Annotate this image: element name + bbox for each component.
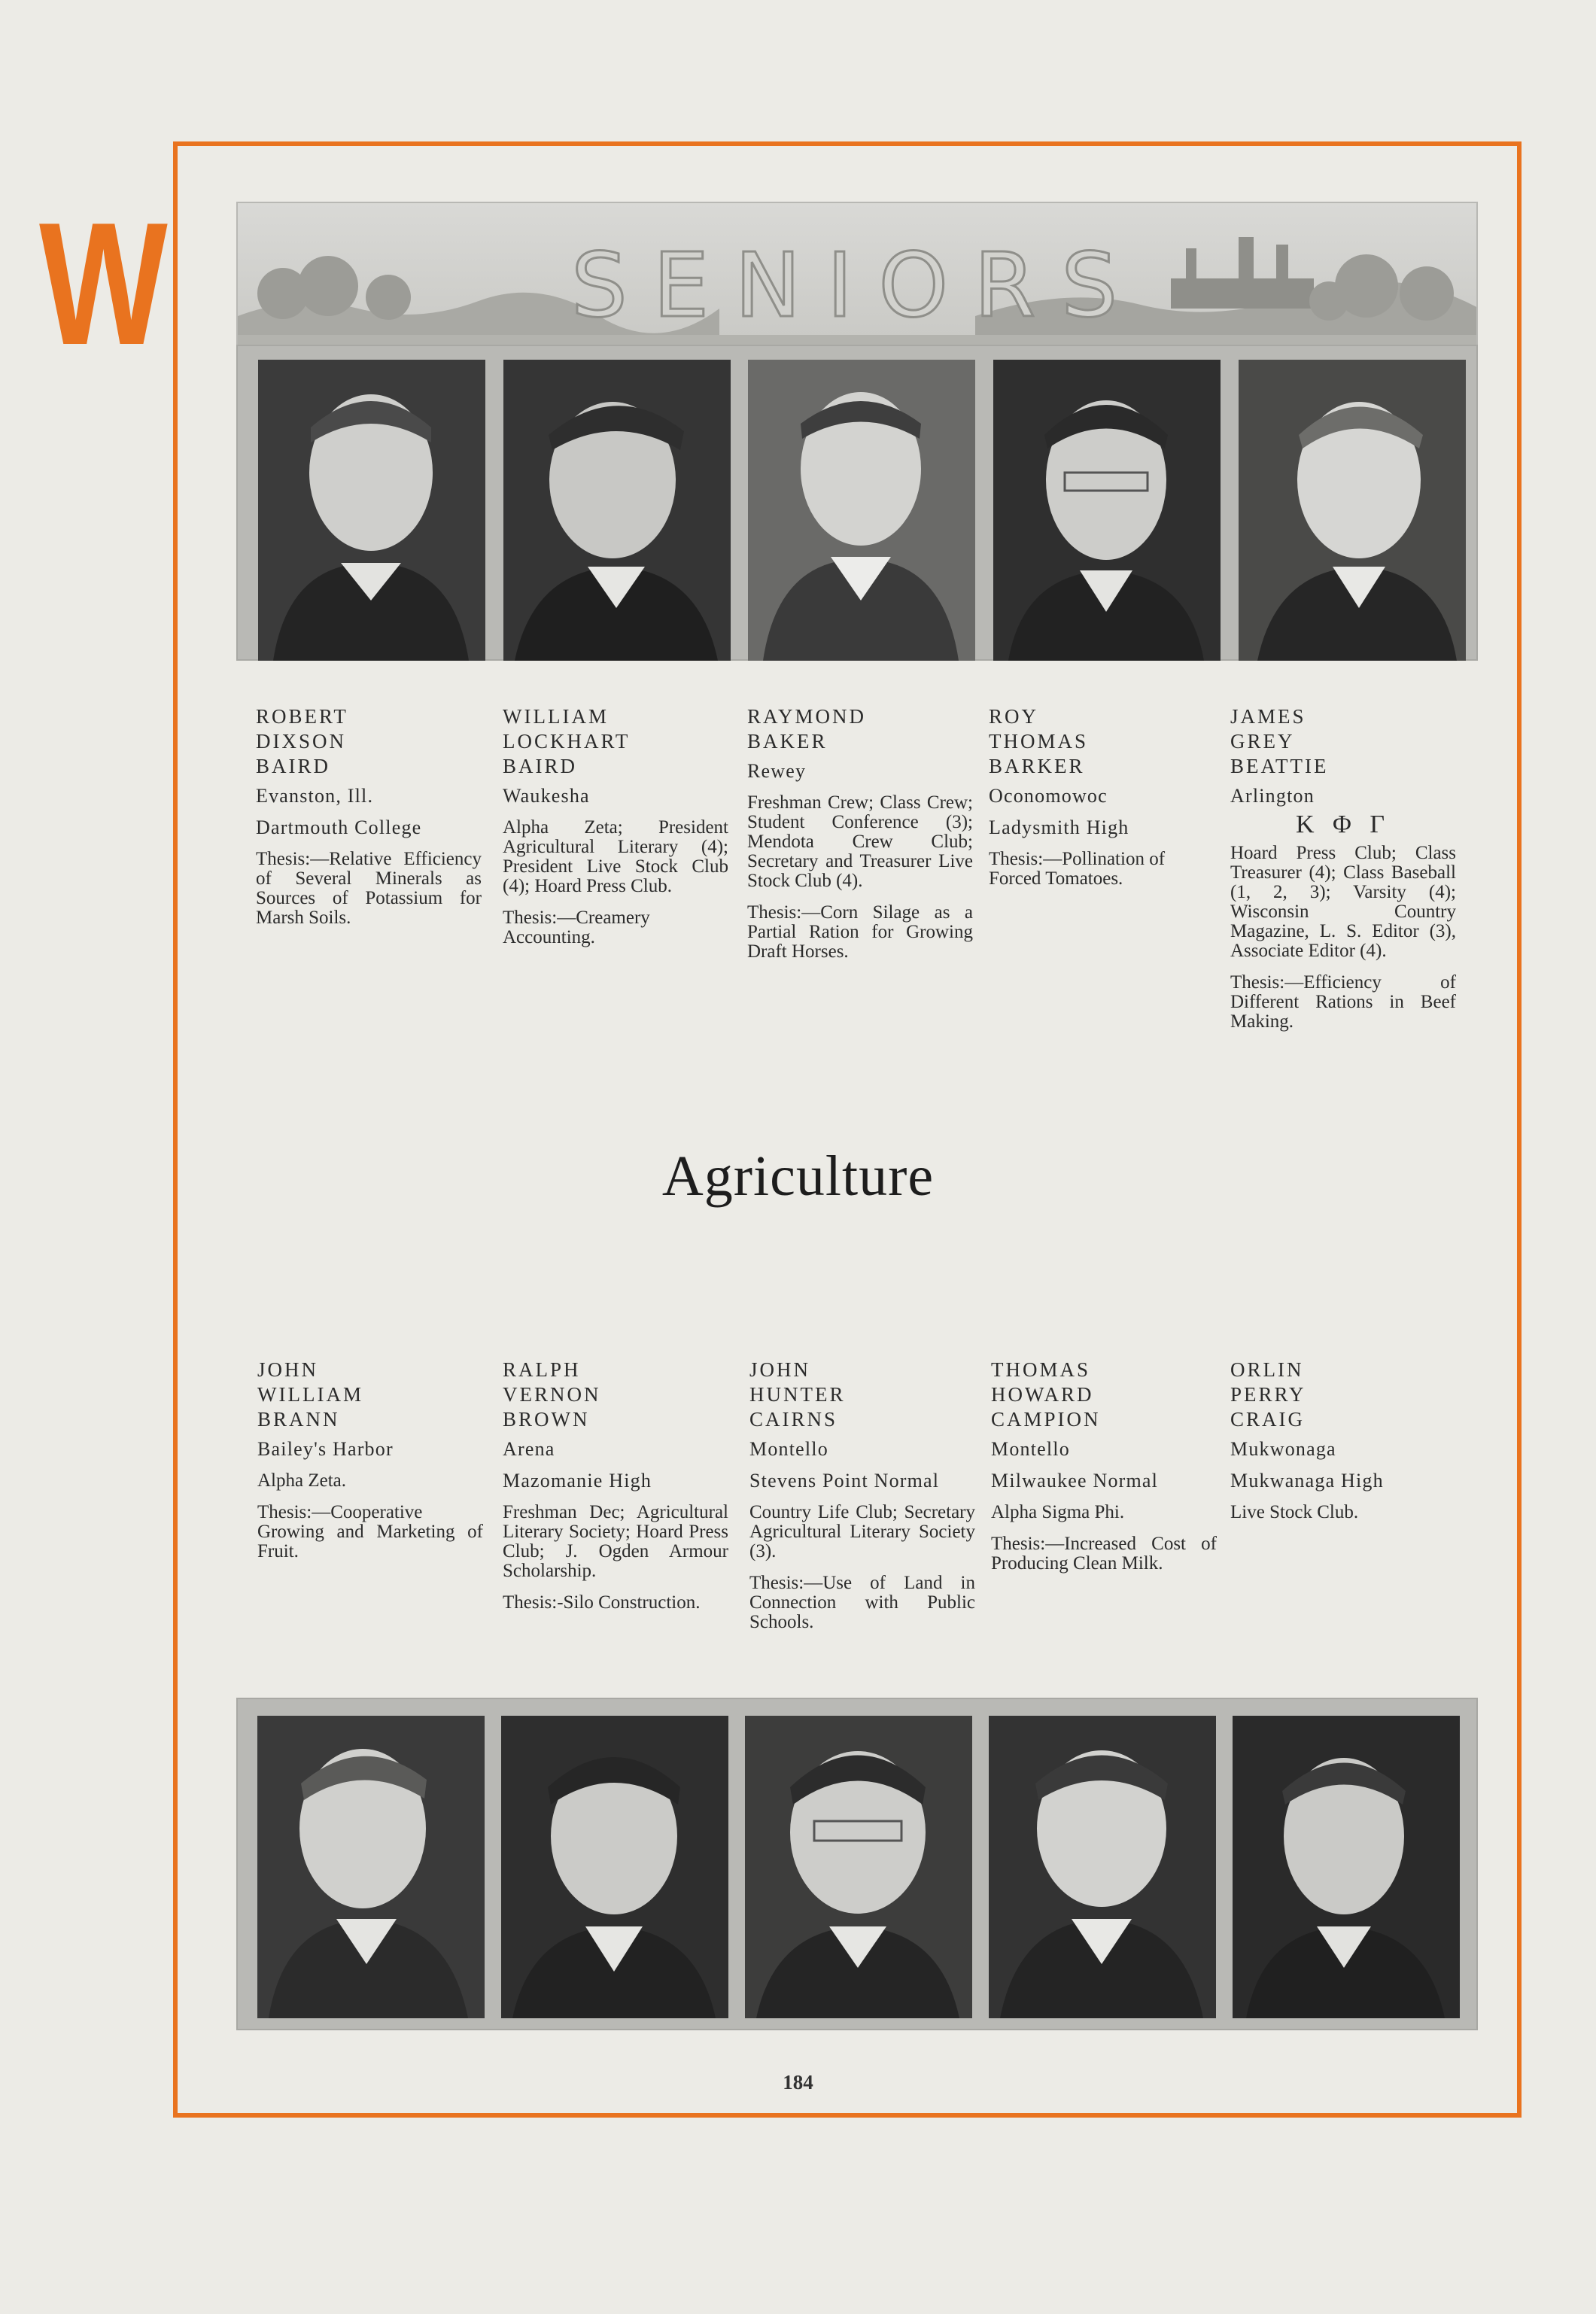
portrait-robert-baird — [258, 360, 485, 661]
prior-school: Mazomanie High — [503, 1470, 652, 1491]
hometown: Evanston, Ill. — [256, 785, 374, 807]
thesis: Thesis:—Creamery Accounting. — [503, 908, 650, 947]
bio-john-cairns — [749, 1358, 975, 1644]
portrait-photo-icon — [748, 360, 975, 661]
portrait-photo-icon — [1233, 1716, 1460, 2018]
thesis: Thesis:—Increased Cost of Producing Clean Milk. — [991, 1534, 1217, 1574]
bio-orlin-craig — [1230, 1358, 1456, 1534]
activities: Alpha Zeta; President Agricultural Literary (4); President Live Stock Club (4); Hoard Press Club. — [503, 817, 728, 896]
portrait-photo-icon — [257, 1716, 485, 2018]
portrait-photo-icon — [501, 1716, 728, 2018]
portrait-roy-barker — [993, 360, 1221, 661]
hometown: Waukesha — [503, 785, 590, 807]
thesis: Thesis:-Silo Construction. — [503, 1592, 701, 1613]
student-name: JOHN HUNTER CAIRNS — [749, 1358, 846, 1431]
seniors-banner — [236, 202, 1478, 348]
student-name: JAMES GREY BEATTIE — [1230, 705, 1329, 777]
wisconsin-w-logo: W — [39, 187, 168, 382]
prior-school: Stevens Point Normal — [749, 1470, 940, 1491]
hometown: Oconomowoc — [989, 785, 1108, 807]
student-name: ROBERT DIXSON BAIRD — [256, 705, 348, 777]
portrait-photo-icon — [745, 1716, 972, 2018]
portrait-raymond-baker — [748, 360, 975, 661]
hometown: Mukwonaga — [1230, 1438, 1336, 1460]
portrait-thomas-campion — [989, 1716, 1216, 2018]
prior-school: Dartmouth College — [256, 816, 422, 838]
bio-thomas-campion — [991, 1358, 1217, 1586]
activities: Freshman Crew; Class Crew; Student Conference (3); Mendota Crew Club; Secretary and Treasurer Live Stock Club (4). — [747, 792, 973, 891]
hometown: Rewey — [747, 760, 807, 782]
thesis: Thesis:—Relative Efficiency of Several Minerals as Sources of Potassium for Marsh Soils. — [256, 849, 482, 928]
portrait-john-cairns — [745, 1716, 972, 2018]
thesis: Thesis:—Cooperative Growing and Marketing of Fruit. — [257, 1502, 483, 1561]
banner-title: SENIORS — [570, 233, 1144, 337]
portrait-ralph-brown — [501, 1716, 728, 2018]
hometown: Montello — [991, 1438, 1070, 1460]
student-name: JOHN WILLIAM BRANN — [257, 1358, 363, 1431]
bio-john-brann — [257, 1358, 483, 1574]
thesis: Thesis:—Pollination of Forced Tomatoes. — [989, 849, 1166, 889]
student-name: WILLIAM LOCKHART BAIRD — [503, 705, 631, 777]
student-name: RALPH VERNON BROWN — [503, 1358, 601, 1431]
activities: Freshman Dec; Agricultural Literary Society; Hoard Press Club; J. Ogden Armour Scholarship. — [503, 1502, 728, 1581]
student-name: THOMAS HOWARD CAMPION — [991, 1358, 1101, 1431]
bio-roy-barker — [989, 704, 1214, 901]
portrait-john-brann — [257, 1716, 485, 2018]
hometown: Montello — [749, 1438, 828, 1460]
section-title: Agriculture — [661, 1145, 935, 1208]
fraternity-letters: Κ Φ Γ — [1295, 810, 1391, 838]
activities: Alpha Sigma Phi. — [991, 1502, 1125, 1522]
top-portrait-strip — [236, 345, 1478, 661]
prior-school: Mukwanaga High — [1230, 1470, 1384, 1491]
activities: Alpha Zeta. — [257, 1470, 347, 1491]
student-name: ORLIN PERRY CRAIG — [1230, 1358, 1306, 1431]
bio-william-baird — [503, 704, 728, 959]
hometown: Arena — [503, 1438, 555, 1460]
thesis: Thesis:—Use of Land in Connection with Public Schools. — [749, 1573, 975, 1632]
page-number: 184 — [783, 2071, 813, 2094]
portrait-orlin-craig — [1233, 1716, 1460, 2018]
prior-school: Ladysmith High — [989, 816, 1129, 838]
portrait-photo-icon — [989, 1716, 1216, 2018]
bio-raymond-baker — [747, 704, 973, 974]
portrait-photo-icon — [503, 360, 731, 661]
bio-robert-baird — [256, 704, 482, 940]
portrait-photo-icon — [993, 360, 1221, 661]
prior-school: Milwaukee Normal — [991, 1470, 1159, 1491]
portrait-james-beattie — [1239, 360, 1466, 661]
portrait-photo-icon — [258, 360, 485, 661]
hometown: Bailey's Harbor — [257, 1438, 394, 1460]
thesis: Thesis:—Efficiency of Different Rations in Beef Making. — [1230, 972, 1456, 1032]
bio-ralph-brown — [503, 1358, 728, 1625]
portrait-william-baird — [503, 360, 731, 661]
student-name: ROY THOMAS BARKER — [989, 705, 1089, 777]
activities: Live Stock Club. — [1230, 1502, 1359, 1522]
activities: Hoard Press Club; Class Treasurer (4); Class Baseball (1, 2, 3); Varsity (4); Wisconsin Country Magazine, L. S. Editor (3), Associate Editor (4). — [1230, 843, 1456, 961]
bottom-portrait-strip — [236, 1698, 1478, 2030]
student-name: RAYMOND BAKER — [747, 705, 867, 753]
thesis: Thesis:—Corn Silage as a Partial Ration for Growing Draft Horses. — [747, 902, 973, 962]
bio-james-beattie — [1230, 704, 1456, 1044]
portrait-photo-icon — [1239, 360, 1466, 661]
activities: Country Life Club; Secretary Agricultural Literary Society (3). — [749, 1502, 975, 1561]
hometown: Arlington — [1230, 785, 1315, 807]
